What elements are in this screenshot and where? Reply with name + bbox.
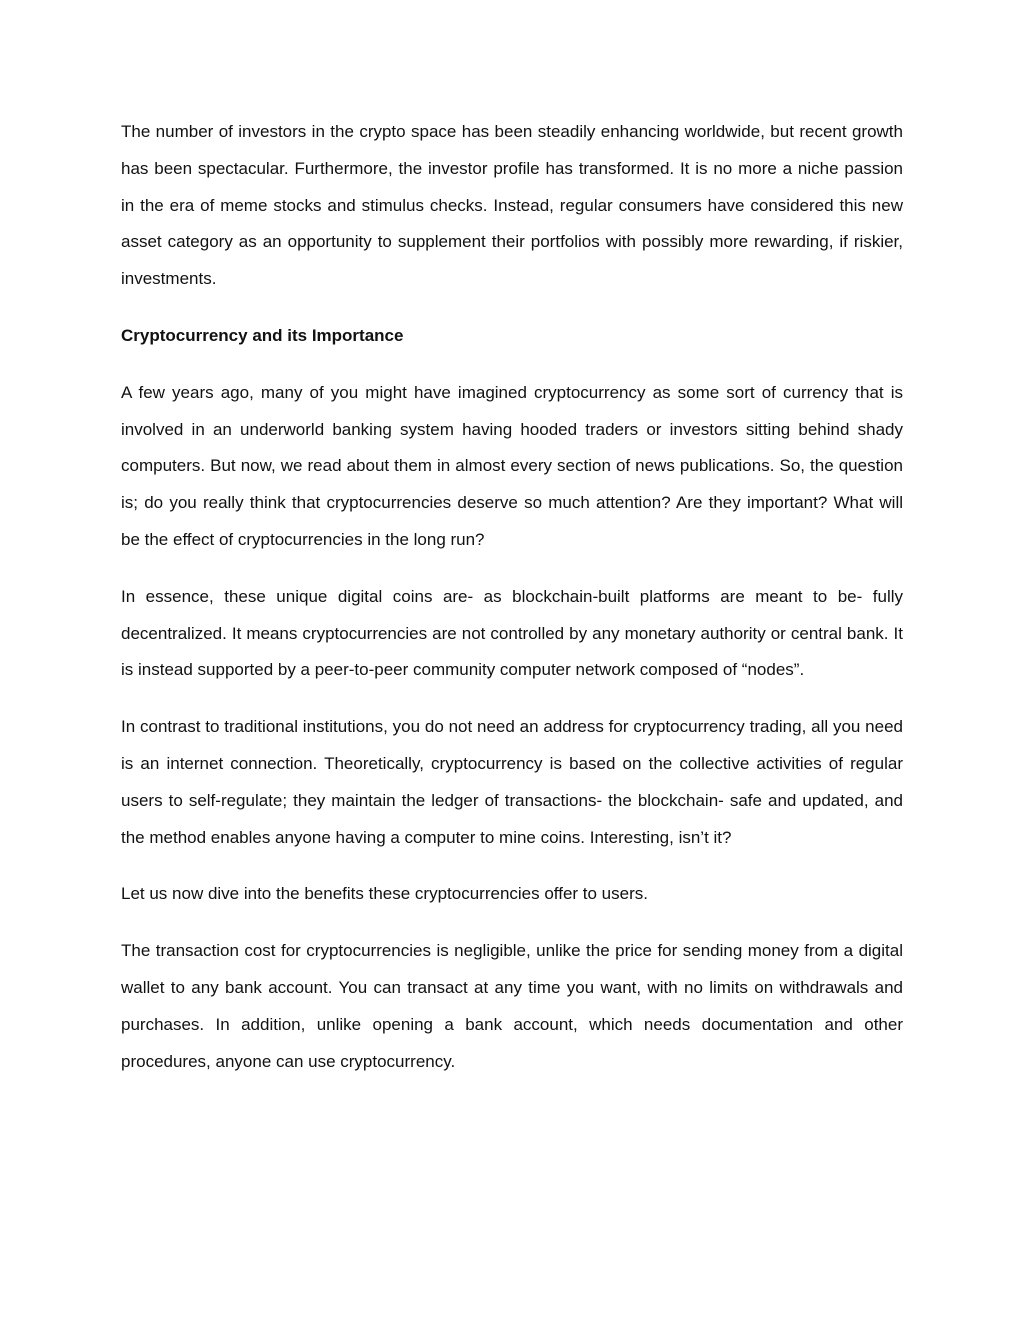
paragraph-transaction-cost: The transaction cost for cryptocurrencies is negligible, unlike the price for sending money from a digital wallet to any bank account. You can transact at any time you want, with no limits on withdrawals and purchases. In addition, unlike opening a bank account, which needs documentation and other procedures, anyone can use cryptocurrency. xyxy=(121,941,903,1071)
paragraph-few-years-ago: A few years ago, many of you might have imagined cryptocurrency as some sort of currency that is involved in an underworld banking system having hooded traders or investors sitting behind shady computers. But now, we read about them in almost every section of news publications. So, the question is; do you really think that cryptocurrencies deserve so much attention? Are they important? What will be the effect of cryptocurrencies in the long run? xyxy=(121,382,903,549)
paragraph-traditional-institutions: In contrast to traditional institutions, you do not need an address for cryptocurrency trading, all you need is an internet connection. Theoretically, cryptocurrency is based on the collective activities of regular users to self-regulate; they maintain the ledger of transactions- the blockchain- safe and updated, and the method enables anyone having a computer to mine coins. Interesting, isn’t it? xyxy=(121,717,903,847)
paragraph-decentralized: In essence, these unique digital coins are- as blockchain-built platforms are meant to be- fully decentralized. It means cryptocurrencies are not controlled by any monetary authority or central bank. It is instead supported by a peer-to-peer community computer network composed of “nodes”. xyxy=(121,586,903,680)
document-page xyxy=(121,114,903,1100)
paragraph-benefits-intro: Let us now dive into the benefits these cryptocurrencies offer to users. xyxy=(121,884,648,904)
section-heading: Cryptocurrency and its Importance xyxy=(121,325,404,345)
paragraph-investors: The number of investors in the crypto space has been steadily enhancing worldwide, but recent growth has been spectacular. Furthermore, the investor profile has transformed. It is no more a niche passion in the era of meme stocks and stimulus checks. Instead, regular consumers have considered this new asset category as an opportunity to supplement their portfolios with possibly more rewarding, if riskier, investments. xyxy=(121,122,903,289)
